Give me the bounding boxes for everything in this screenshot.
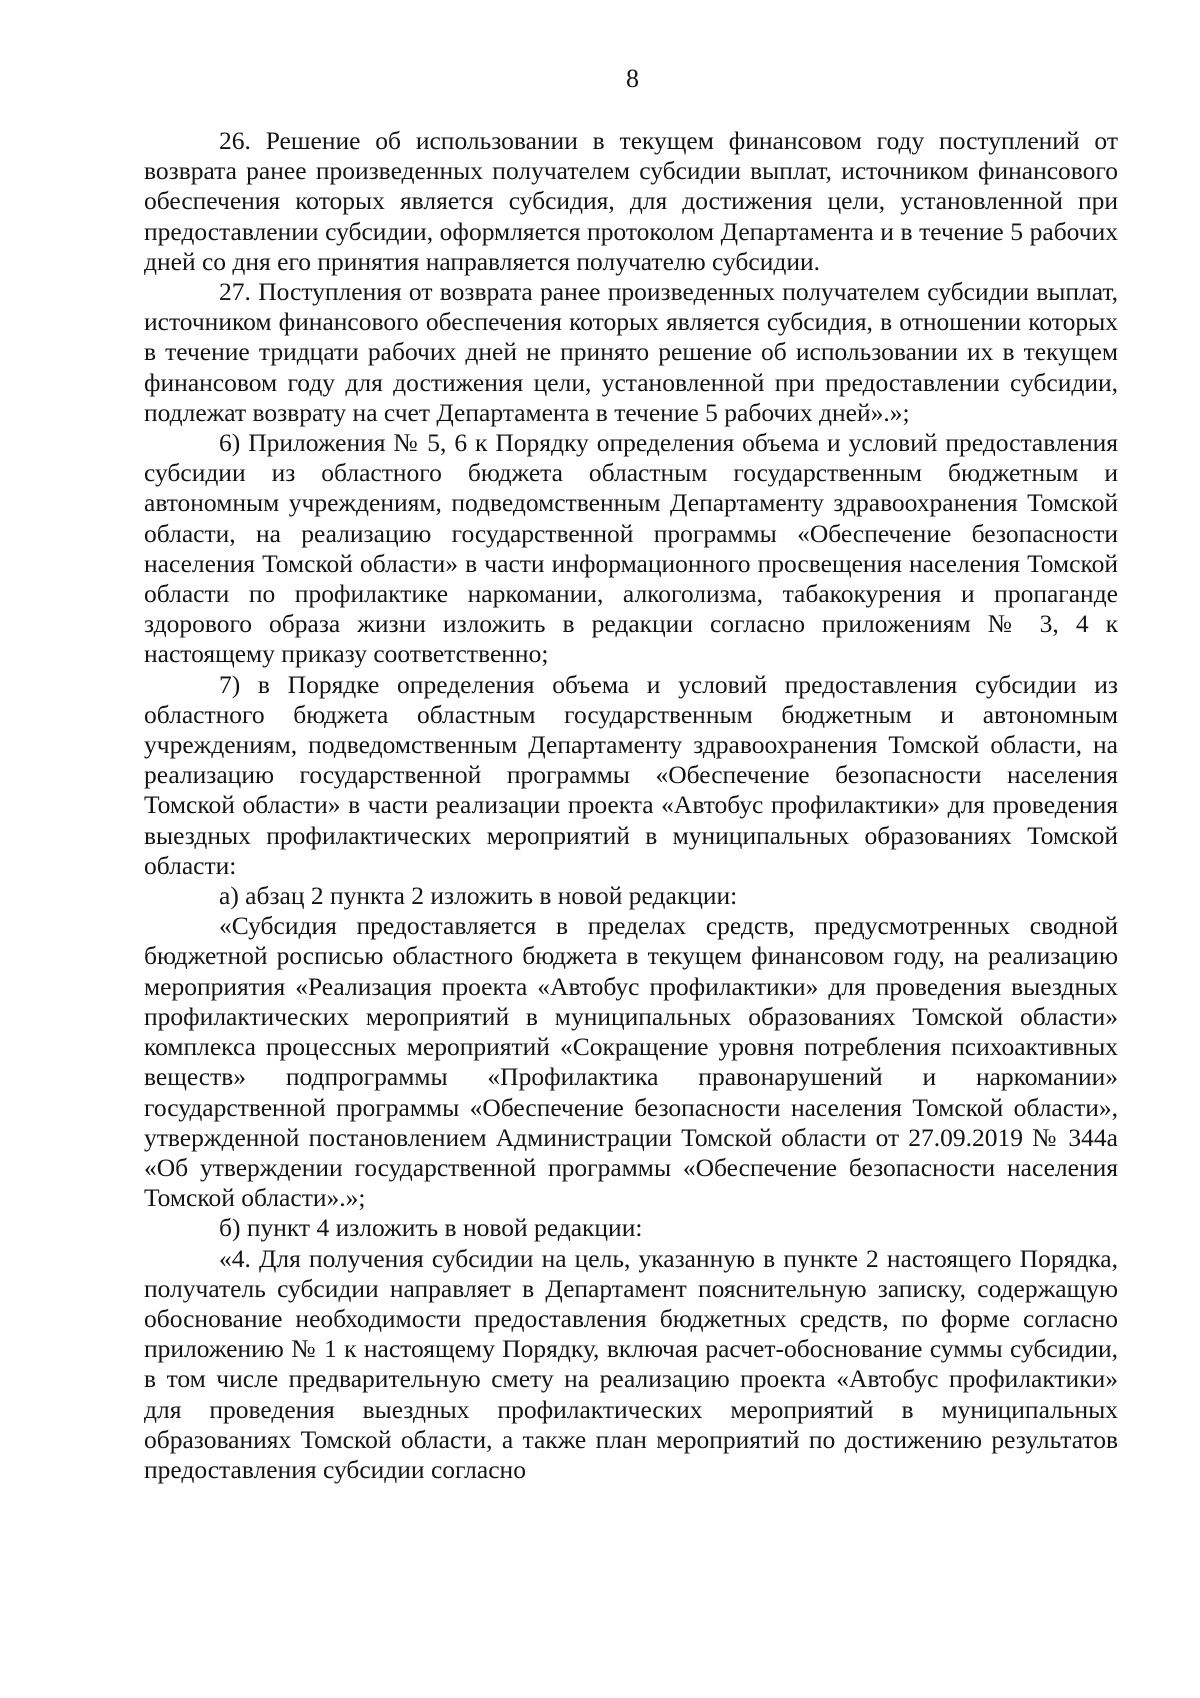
- paragraph-quote-subsidy: «Субсидия предоставляется в пределах средств, предусмотренных сводной бюджетной росписью областного бюджета в текущем финансовом году, на реализацию мероприятия «Реализация проекта «Автобус профилактики» для проведения выездных профилактических мероприятий в муниципальных образованиях Томской области» комплекса процессных мероприятий «Сокращение уровня потребления психоактивных веществ» подпрограммы «Профилактика правонарушений и наркомании» государственной программы «Обеспечение безопасности населения Томской области», утвержденной постановлением Администрации Томской области от 27.09.2019 № 344а «Об утверждении государственной программы «Обеспечение безопасности населения Томской области».»;: [144, 911, 1118, 1213]
- paragraph-quote-4: «4. Для получения субсидии на цель, указанную в пункте 2 настоящего Порядка, получатель субсидии направляет в Департамент пояснительную записку, содержащую обоснование необходимости предоставления бюджетных средств, по форме согласно приложению № 1 к настоящему Порядку, включая расчет-обоснование суммы субсидии, в том числе предварительную смету на реализацию проекта «Автобус профилактики» для проведения выездных профилактических мероприятий в муниципальных образованиях Томской области, а также план мероприятий по достижению результатов предоставления субсидии согласно: [144, 1243, 1118, 1484]
- paragraph-26: 26. Решение об использовании в текущем финансовом году поступлений от возврата ранее произведенных получателем субсидии выплат, источником финансового обеспечения которых является субсидия, для достижения цели, установленной при предоставлении субсидии, оформляется протоколом Департамента и в течение 5 рабочих дней со дня его принятия направляется получателю субсидии.: [144, 126, 1118, 276]
- page-number: 8: [626, 64, 639, 93]
- paragraph-27: 27. Поступления от возврата ранее произведенных получателем субсидии выплат, источником финансового обеспечения которых является субсидия, в отношении которых в течение тридцати рабочих дней не принято решение об использовании их в текущем финансовом году для достижения цели, установленной при предоставлении субсидии, подлежат возврату на счет Департамента в течение 5 рабочих дней».»;: [144, 277, 1118, 427]
- paragraph-subitem-a: а) абзац 2 пункта 2 изложить в новой редакции:: [219, 881, 738, 911]
- paragraph-subitem-b: б) пункт 4 изложить в новой редакции:: [219, 1213, 643, 1243]
- paragraph-item-6: 6) Приложения № 5, 6 к Порядку определения объема и условий предоставления субсидии из областного бюджета областным государственным бюджетным и автономным учреждениям, подведомственным Департаменту здравоохранения Томской области, на реализацию государственной программы «Обеспечение безопасности населения Томской области» в части информационного просвещения населения Томской области по профилактике наркомании, алкоголизма, табакокурения и пропаганде здорового образа жизни изложить в редакции согласно приложениям № 3, 4 к настоящему приказу соответственно;: [144, 428, 1118, 669]
- paragraph-item-7: 7) в Порядке определения объема и условий предоставления субсидии из областного бюджета областным государственным бюджетным и автономным учреждениям, подведомственным Департаменту здравоохранения Томской области, на реализацию государственной программы «Обеспечение безопасности населения Томской области» в части реализации проекта «Автобус профилактики» для проведения выездных профилактических мероприятий в муниципальных образованиях Томской области:: [144, 669, 1118, 880]
- document-body: [144, 126, 1118, 1485]
